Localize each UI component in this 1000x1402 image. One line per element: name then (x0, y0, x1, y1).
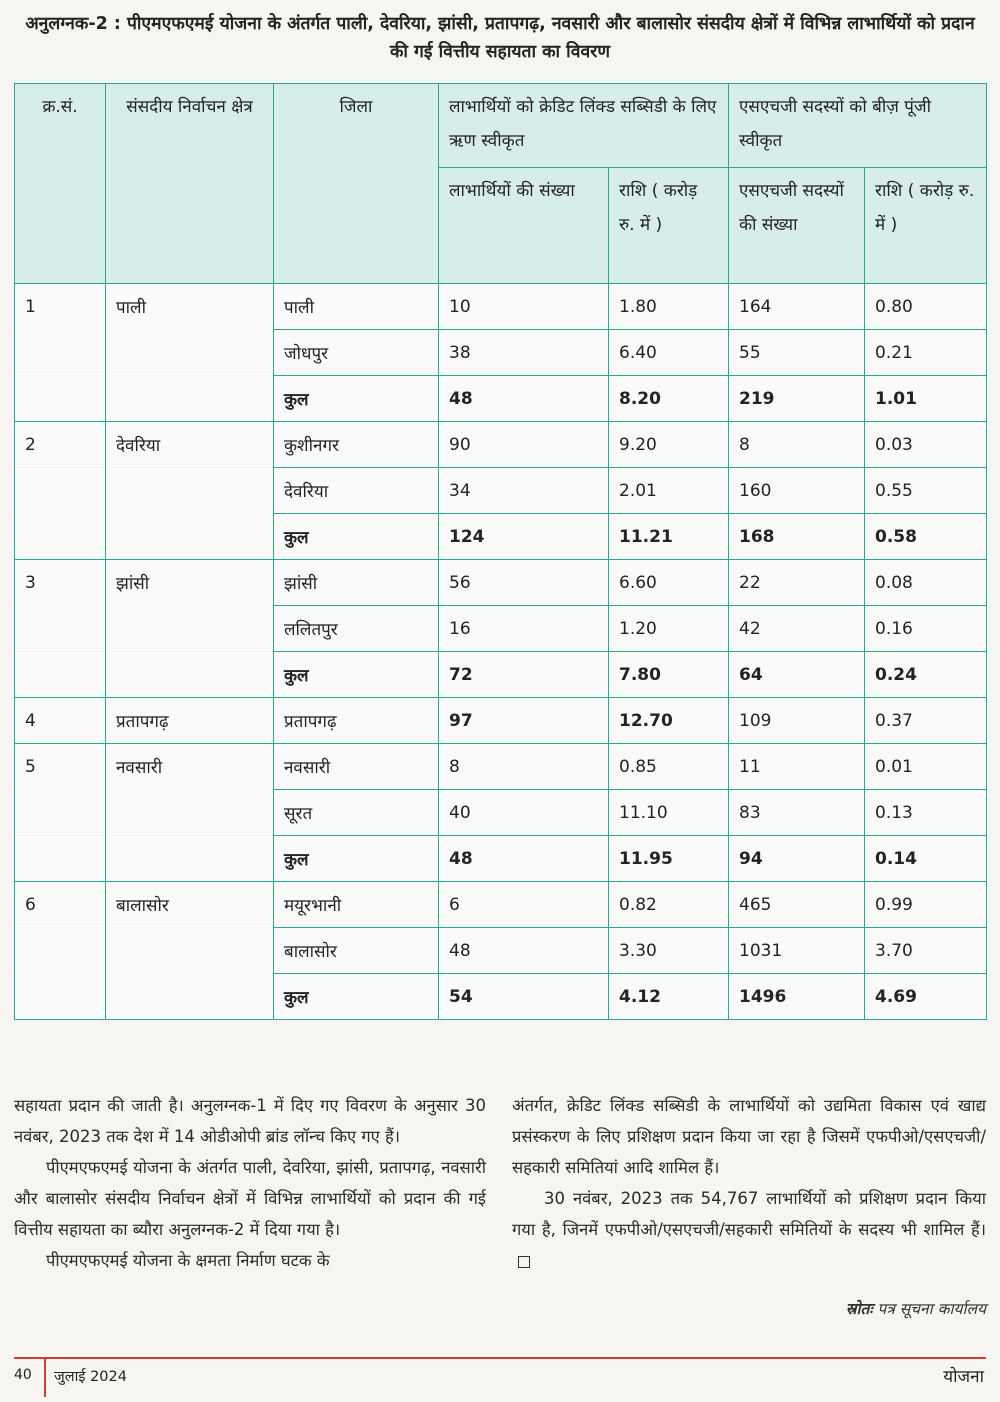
cell-constituency: झांसी (106, 560, 274, 606)
cell-amount-shg: 0.37 (865, 698, 987, 744)
cell-amount-shg: 0.01 (865, 744, 987, 790)
header-constituency: संसदीय निर्वाचन क्षेत्र (106, 84, 274, 284)
assistance-table (14, 83, 987, 1020)
cell-amount-credit: 11.95 (609, 836, 729, 882)
cell-amount-shg: 0.03 (865, 422, 987, 468)
cell-sno (15, 514, 106, 560)
cell-district: सूरत (274, 790, 439, 836)
page-title: अनुलग्नक-2 : पीएमएफएमई योजना के अंतर्गत पाली, देवरिया, झांसी, प्रतापगढ़, नवसारी और बालासोर संसदीय क्षेत्रों में विभिन्न लाभार्थियों को प्रदान की गई वित्तीय सहायता का विवरण (25, 14, 975, 62)
table-row-total (15, 652, 987, 698)
cell-shg-members: 164 (729, 284, 865, 330)
cell-amount-shg: 0.99 (865, 882, 987, 928)
cell-shg-members: 94 (729, 836, 865, 882)
cell-district: झांसी (274, 560, 439, 606)
cell-shg-members: 219 (729, 376, 865, 422)
cell-sno: 2 (15, 422, 106, 468)
cell-amount-shg: 0.14 (865, 836, 987, 882)
table-row (15, 330, 987, 376)
cell-amount-credit: 8.20 (609, 376, 729, 422)
cell-district: कुल (274, 652, 439, 698)
footer-rule (14, 1357, 986, 1359)
cell-amount-shg: 0.21 (865, 330, 987, 376)
cell-shg-members: 160 (729, 468, 865, 514)
header-amount-credit: राशि ( करोड़ रु. में ) (609, 168, 729, 284)
cell-shg-members: 168 (729, 514, 865, 560)
table-row (15, 468, 987, 514)
cell-constituency (106, 330, 274, 376)
cell-constituency (106, 928, 274, 974)
cell-shg-members: 109 (729, 698, 865, 744)
cell-sno (15, 468, 106, 514)
cell-shg-members: 64 (729, 652, 865, 698)
cell-district: जोधपुर (274, 330, 439, 376)
cell-shg-members: 83 (729, 790, 865, 836)
cell-sno: 5 (15, 744, 106, 790)
cell-sno: 4 (15, 698, 106, 744)
cell-shg-members: 465 (729, 882, 865, 928)
cell-amount-shg: 0.58 (865, 514, 987, 560)
cell-shg-members: 42 (729, 606, 865, 652)
header-credit-group: लाभार्थियों को क्रेडिट लिंक्ड सब्सिडी के लिए ऋण स्वीकृत (439, 84, 729, 168)
left-column (14, 1090, 486, 1276)
cell-amount-credit: 7.80 (609, 652, 729, 698)
cell-constituency (106, 836, 274, 882)
header-beneficiaries: लाभार्थियों की संख्या (439, 168, 609, 284)
cell-district: बालासोर (274, 928, 439, 974)
cell-beneficiaries: 40 (439, 790, 609, 836)
table-row (15, 790, 987, 836)
cell-amount-credit: 1.20 (609, 606, 729, 652)
cell-district: पाली (274, 284, 439, 330)
table-row (15, 606, 987, 652)
source-label: स्रोतः (845, 1300, 873, 1318)
table-row-total (15, 974, 987, 1020)
table-row-total (15, 376, 987, 422)
cell-amount-shg: 3.70 (865, 928, 987, 974)
cell-amount-shg: 1.01 (865, 376, 987, 422)
page-number: 40 (14, 1367, 32, 1383)
cell-constituency (106, 606, 274, 652)
paragraph: पीएमएफएमई योजना के क्षमता निर्माण घटक के (46, 1251, 330, 1270)
header-district: जिला (274, 84, 439, 284)
issue-date: जुलाई 2024 (54, 1369, 127, 1385)
cell-beneficiaries: 48 (439, 836, 609, 882)
cell-constituency (106, 514, 274, 560)
cell-constituency (106, 652, 274, 698)
table-row-total (15, 836, 987, 882)
right-column (512, 1090, 986, 1276)
cell-district: मयूरभानी (274, 882, 439, 928)
table-row (15, 698, 987, 744)
cell-beneficiaries: 124 (439, 514, 609, 560)
cell-shg-members: 22 (729, 560, 865, 606)
cell-district: ललितपुर (274, 606, 439, 652)
cell-constituency: पाली (106, 284, 274, 330)
table-row-total (15, 514, 987, 560)
table-row (15, 422, 987, 468)
cell-beneficiaries: 6 (439, 882, 609, 928)
cell-beneficiaries: 97 (439, 698, 609, 744)
cell-district: कुल (274, 514, 439, 560)
cell-district: कुल (274, 376, 439, 422)
cell-constituency: देवरिया (106, 422, 274, 468)
cell-constituency: प्रतापगढ़ (106, 698, 274, 744)
table-row (15, 744, 987, 790)
cell-district: देवरिया (274, 468, 439, 514)
cell-district: नवसारी (274, 744, 439, 790)
cell-amount-shg: 0.80 (865, 284, 987, 330)
cell-constituency (106, 790, 274, 836)
cell-beneficiaries: 54 (439, 974, 609, 1020)
paragraph (512, 1183, 986, 1276)
source-text: पत्र सूचना कार्यालय (877, 1300, 986, 1318)
cell-shg-members: 11 (729, 744, 865, 790)
cell-sno: 1 (15, 284, 106, 330)
cell-sno: 6 (15, 882, 106, 928)
cell-amount-shg: 0.24 (865, 652, 987, 698)
cell-constituency (106, 376, 274, 422)
paragraph: पीएमएफएमई योजना के अंतर्गत पाली, देवरिया, झांसी, प्रतापगढ़, नवसारी और बालासोर संसदीय निर्वाचन क्षेत्रों में विभिन्न लाभार्थियों को प्रदान की गई वित्तीय सहायता का ब्यौरा अनुलग्नक-2 में दिया गया है। (14, 1158, 486, 1239)
cell-sno (15, 606, 106, 652)
cell-amount-shg: 0.13 (865, 790, 987, 836)
paragraph-text: 30 नवंबर, 2023 तक 54,767 लाभार्थियों को प्रशिक्षण प्रदान किया गया है, जिनमें एफपीओ/एसएचजी/सहकारी समितियों के सदस्य भी शामिल हैं। (512, 1189, 986, 1239)
cell-amount-credit: 3.30 (609, 928, 729, 974)
table-row (15, 882, 987, 928)
cell-amount-credit: 0.85 (609, 744, 729, 790)
cell-amount-credit: 11.10 (609, 790, 729, 836)
cell-beneficiaries: 48 (439, 376, 609, 422)
cell-sno (15, 330, 106, 376)
cell-beneficiaries: 8 (439, 744, 609, 790)
paragraph: सहायता प्रदान की जाती है। अनुलग्नक-1 में दिए गए विवरण के अनुसार 30 नवंबर, 2023 तक देश में 14 ओडीओपी ब्रांड लॉन्च किए गए हैं। (14, 1096, 486, 1146)
cell-beneficiaries: 34 (439, 468, 609, 514)
header-shg-group: एसएचजी सदस्यों को बीज़ पूंजी स्वीकृत (729, 84, 987, 168)
cell-amount-credit: 4.12 (609, 974, 729, 1020)
cell-constituency: नवसारी (106, 744, 274, 790)
cell-district: प्रतापगढ़ (274, 698, 439, 744)
cell-sno: 3 (15, 560, 106, 606)
header-sno: क्र.सं. (15, 84, 106, 284)
cell-sno (15, 974, 106, 1020)
cell-sno (15, 836, 106, 882)
article-body (14, 1090, 986, 1330)
cell-constituency (106, 468, 274, 514)
cell-constituency (106, 974, 274, 1020)
cell-beneficiaries: 38 (439, 330, 609, 376)
cell-beneficiaries: 90 (439, 422, 609, 468)
cell-amount-credit: 9.20 (609, 422, 729, 468)
source-credit (846, 1297, 986, 1319)
paragraph: अंतर्गत, क्रेडिट लिंक्ड सब्सिडी के लाभार्थियों को उद्यमिता विकास एवं खाद्य प्रसंस्करण के लिए प्रशिक्षण प्रदान किया जा रहा है जिसमें एफपीओ/एसएचजी/सहकारी समितियां आदि शामिल हैं। (512, 1096, 986, 1177)
cell-amount-shg: 0.55 (865, 468, 987, 514)
cell-district: कुल (274, 836, 439, 882)
cell-beneficiaries: 56 (439, 560, 609, 606)
cell-shg-members: 1496 (729, 974, 865, 1020)
cell-constituency: बालासोर (106, 882, 274, 928)
cell-shg-members: 55 (729, 330, 865, 376)
cell-amount-shg: 0.08 (865, 560, 987, 606)
cell-beneficiaries: 48 (439, 928, 609, 974)
cell-district: कुल (274, 974, 439, 1020)
header-amount-shg: राशि ( करोड़ रु. में ) (865, 168, 987, 284)
end-mark-icon (518, 1256, 530, 1268)
cell-amount-credit: 11.21 (609, 514, 729, 560)
cell-shg-members: 1031 (729, 928, 865, 974)
table-row (15, 560, 987, 606)
cell-amount-credit: 6.40 (609, 330, 729, 376)
cell-amount-credit: 12.70 (609, 698, 729, 744)
cell-shg-members: 8 (729, 422, 865, 468)
cell-amount-credit: 6.60 (609, 560, 729, 606)
table-row (15, 928, 987, 974)
cell-amount-credit: 2.01 (609, 468, 729, 514)
cell-beneficiaries: 10 (439, 284, 609, 330)
cell-sno (15, 928, 106, 974)
cell-amount-shg: 4.69 (865, 974, 987, 1020)
cell-sno (15, 652, 106, 698)
cell-beneficiaries: 72 (439, 652, 609, 698)
cell-sno (15, 790, 106, 836)
cell-sno (15, 376, 106, 422)
cell-district: कुशीनगर (274, 422, 439, 468)
cell-amount-credit: 1.80 (609, 284, 729, 330)
cell-beneficiaries: 16 (439, 606, 609, 652)
header-shg-members: एसएचजी सदस्यों की संख्या (729, 168, 865, 284)
cell-amount-credit: 0.82 (609, 882, 729, 928)
cell-amount-shg: 0.16 (865, 606, 987, 652)
footer-divider (44, 1357, 46, 1397)
table-row (15, 284, 987, 330)
magazine-name: योजना (943, 1367, 984, 1387)
